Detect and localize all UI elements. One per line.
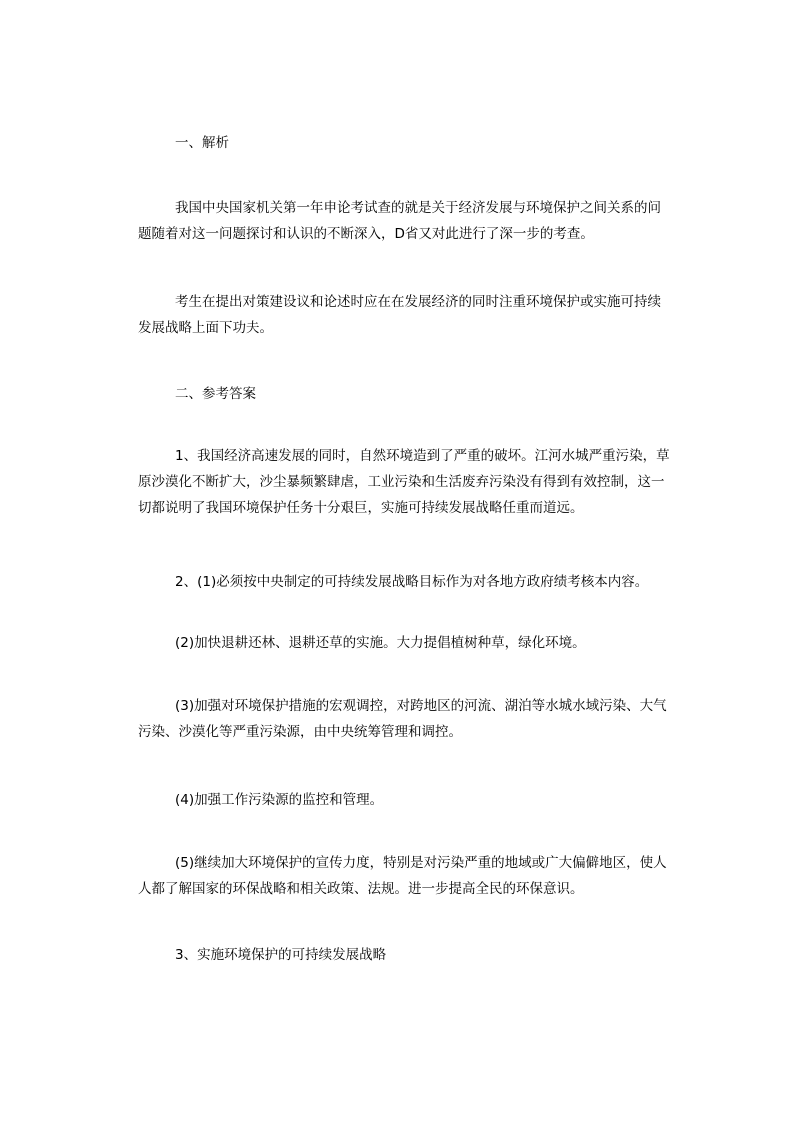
answer-item-2-2: (2)加快退耕还林、退耕还草的实施。大力提倡植树种草，绿化环境。: [175, 635, 586, 651]
answer-item-2-4: (4)加强工作污染源的监控和管理。: [175, 792, 384, 808]
answer-item-2-3: (3)加强对环境保护措施的宏观调控，对跨地区的河流、湖泊等水城水域污染、大气污染、沙漠化等严重污染源，由中央统筹管理和调控。: [138, 698, 667, 740]
answer-item-2-1: 2、(1)必须按中央制定的可持续发展战略目标作为对各地方政府绩考核本内容。: [175, 574, 649, 590]
answer-item-3: 3、实施环境保护的可持续发展战略: [175, 947, 387, 963]
section-heading-answer: 二、参考答案: [175, 386, 256, 402]
section-heading-analysis: 一、解析: [175, 135, 229, 151]
answer-item-2-5: (5)继续加大环境保护的宣传力度，特别是对污染严重的地域或广大偏僻地区，使人人都了解国家的环保战略和相关政策、法规。进一步提高全民的环保意识。: [138, 855, 667, 897]
analysis-paragraph-2: 考生在提出对策建设议和论述时应在在发展经济的同时注重环境保护或实施可持续发展战略上面下功夫。: [138, 294, 661, 336]
analysis-paragraph-1: 我国中央国家机关第一年申论考试查的就是关于经济发展与环境保护之间关系的问题随着对这一问题探讨和认识的不断深入，D省又对此进行了深一步的考查。: [138, 200, 661, 242]
answer-item-1: 1、我国经济高速发展的同时，自然环境造到了严重的破坏。江河水城严重污染，草原沙漠化不断扩大，沙尘暴频繁肆虐，工业污染和生活废弃污染没有得到有效控制，这一切都说明了我国环境保护任务十分艰巨，实施可持续发展战略任重而道远。: [138, 448, 670, 516]
